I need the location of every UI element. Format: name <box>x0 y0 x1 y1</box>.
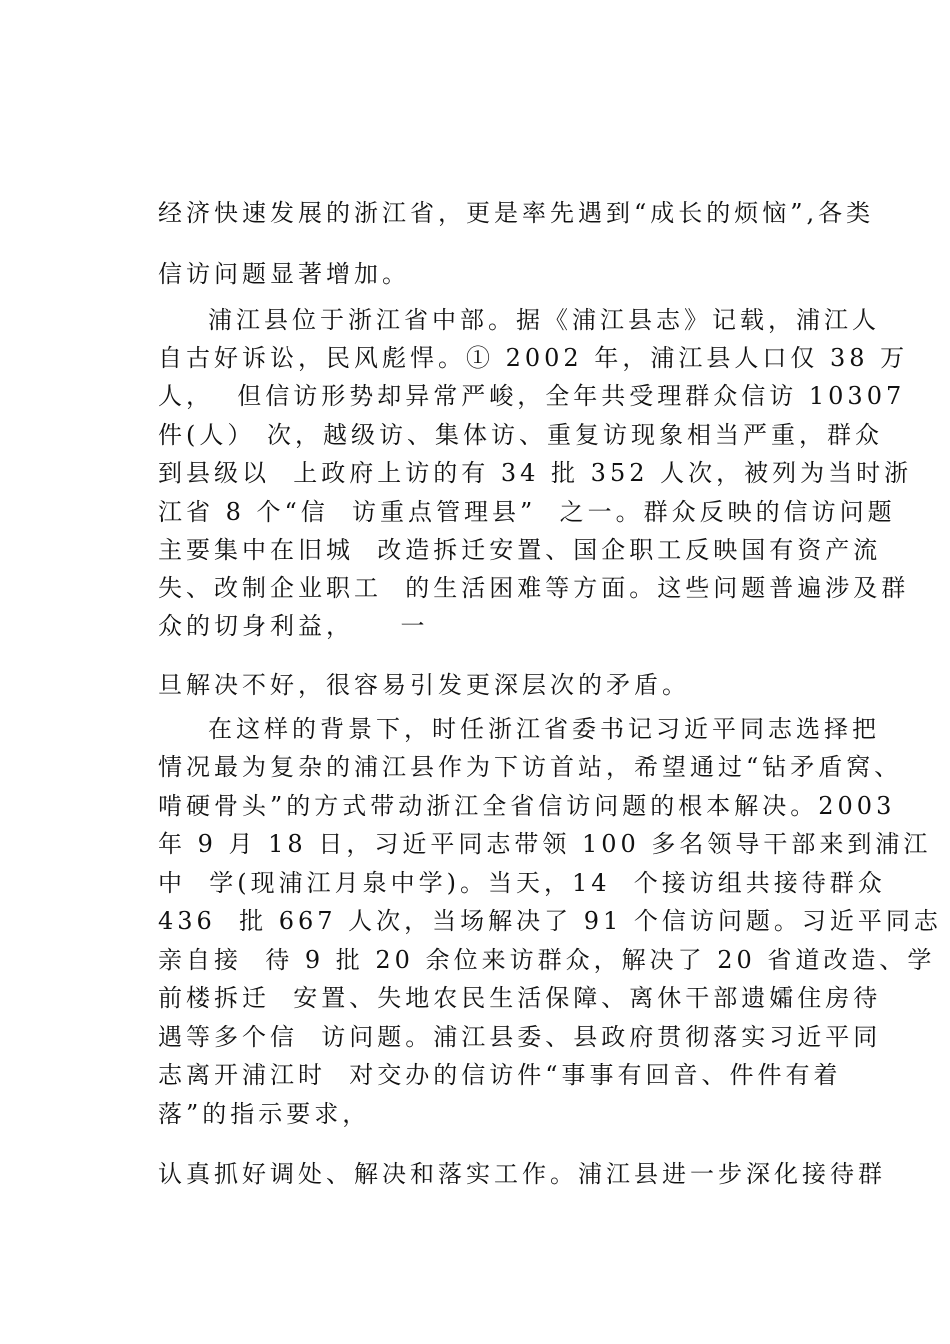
text-line: 认真抓好调处、解决和落实工作。浦江县进一步深化接待群 <box>158 1160 886 1188</box>
text-line: 志离开浦江时 对交办的信访件“事事有回音、件件有着 <box>158 1061 842 1089</box>
text-line: 年 9 月 18 日，习近平同志带领 100 多名领导干部来到浦江 <box>158 830 932 858</box>
text-line: 旦解决不好，很容易引发更深层次的矛盾。 <box>158 671 690 699</box>
text-line: 自古好诉讼，民风彪悍。① 2002 年，浦江县人口仅 38 万 <box>158 344 909 372</box>
text-line: 主要集中在旧城 改造拆迁安置、国企职工反映国有资产流 <box>158 536 882 564</box>
text-line: 经济快速发展的浙江省，更是率先遇到“成长的烦恼”,各类 <box>158 199 875 227</box>
text-line: 人， 但信访形势却异常严峻，全年共受理群众信访 10307 <box>158 382 906 410</box>
text-line: 亲自接 待 9 批 20 余位来访群众，解决了 20 省道改造、学 <box>158 946 936 974</box>
text-line: 情况最为复杂的浦江县作为下访首站，希望通过“钻矛盾窝、 <box>158 753 903 781</box>
text-line: 遇等多个信 访问题。浦江县委、县政府贯彻落实习近平同 <box>158 1023 882 1051</box>
text-line: 到县级以 上政府上访的有 34 批 352 人次，被列为当时浙 <box>158 459 913 487</box>
text-line: 中 学(现浦江月泉中学)。当天，14 个接访组共接待群众 <box>158 869 886 897</box>
text-line: 落”的指示要求， <box>158 1100 371 1128</box>
text-line: 前楼拆迁 安置、失地农民生活保障、离休干部遗孀住房待 <box>158 984 882 1012</box>
paragraph-first-line: 在这样的背景下，时任浙江省委书记习近平同志选择把 <box>208 715 880 743</box>
text-line: 江省 8 个“信 访重点管理县” 之一。群众反映的信访问题 <box>158 498 896 526</box>
text-line: 信访问题显著增加。 <box>158 260 410 288</box>
text-line: 众的切身利益， 一 <box>158 612 429 640</box>
text-line: 436 批 667 人次，当场解决了 91 个信访问题。习近平同志 <box>158 907 942 935</box>
text-line: 啃硬骨头”的方式带动浙江全省信访问题的根本解决。2003 <box>158 792 896 820</box>
paragraph-first-line: 浦江县位于浙江省中部。据《浦江县志》记载，浦江人 <box>208 306 880 334</box>
text-line: 件(人） 次，越级访、集体访、重复访现象相当严重，群众 <box>158 421 883 449</box>
text-line: 失、改制企业职工 的生活困难等方面。这些问题普遍涉及群 <box>158 574 910 602</box>
